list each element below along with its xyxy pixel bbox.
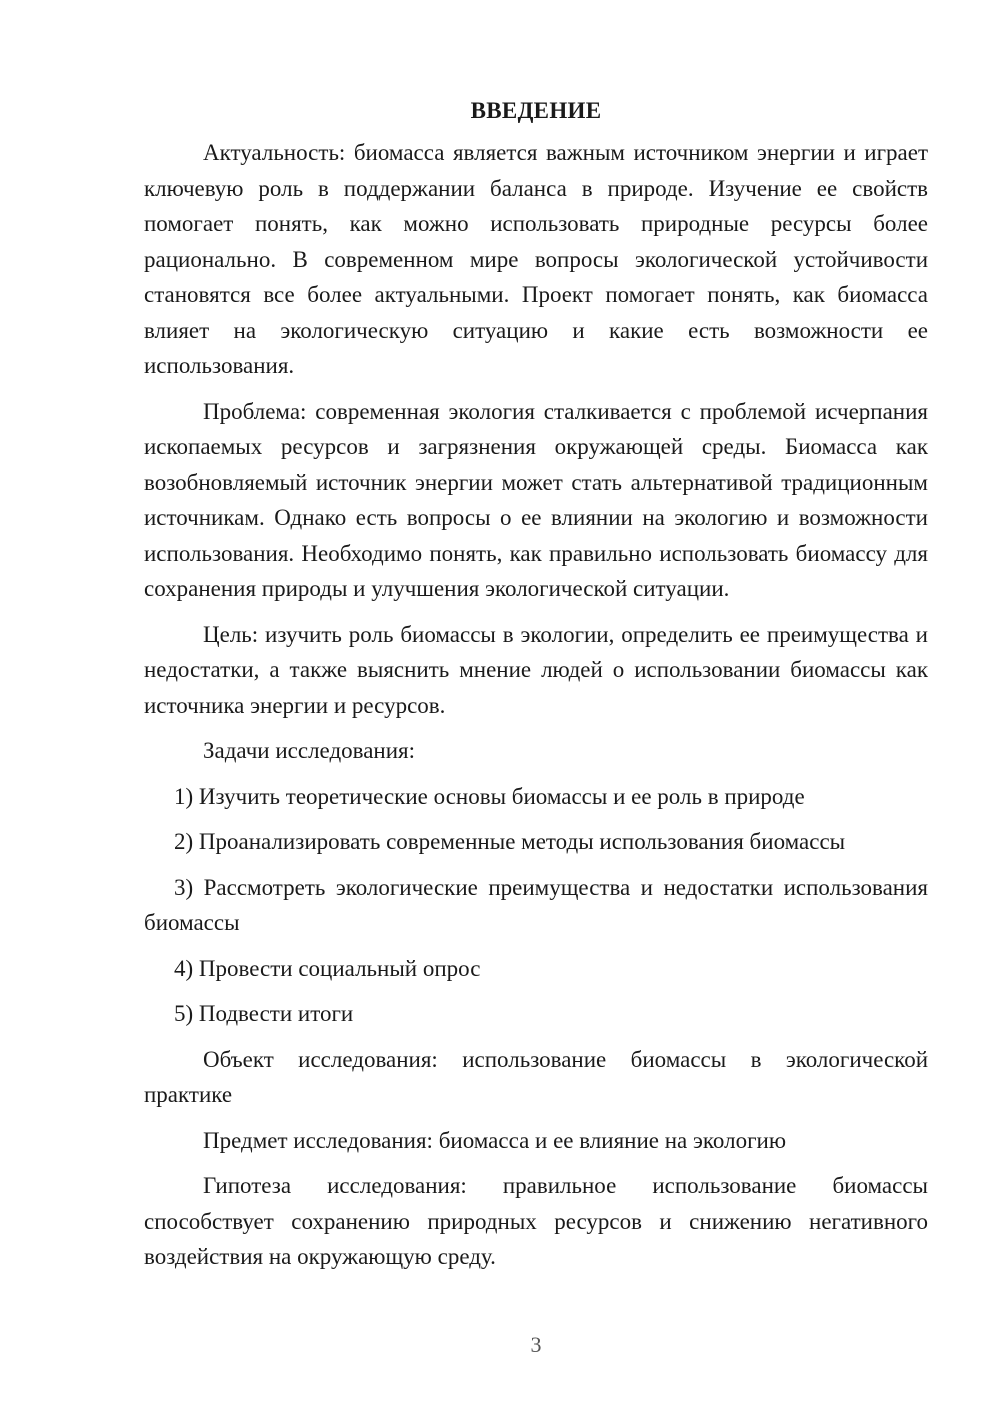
task-item-2: 2) Проанализировать современные методы использования биомассы	[174, 829, 846, 854]
task-item-4: 4) Провести социальный опрос	[174, 955, 481, 981]
tasks-heading: Задачи исследования:	[203, 738, 416, 763]
task-item-1: 1) Изучить теоретические основы биомассы и ее роль в природе	[174, 783, 805, 809]
relevance-paragraph: Актуальность: биомасса является важным источником энергии и играет ключевую роль в поддержании баланса в природе. Изучение ее свойств помогает понять, как можно использовать природные ресурсы более рационально. В современном мире вопросы экологической устойчивости становятся все более актуальными. Проект помогает понять, как биомасса влияет на экологическую ситуацию и какие есть возможности ее использования.	[144, 140, 928, 378]
subject-paragraph: Предмет исследования: биомасса и ее влияние на экологию	[203, 1127, 786, 1153]
document-body	[144, 95, 928, 1285]
task-item-3: 3) Рассмотреть экологические преимущества и недостатки использования биомассы	[144, 874, 928, 935]
object-paragraph: Объект исследования: использование биомассы в экологической практике	[144, 1046, 928, 1107]
hypothesis-paragraph: Гипотеза исследования: правильное использование биомассы способствует сохранению природных ресурсов и снижению негативного воздействия на окружающую среду.	[144, 1173, 928, 1269]
goal-paragraph: Цель: изучить роль биомассы в экологии, определить ее преимущества и недостатки, а также выяснить мнение людей о использовании биомассы как источника энергии и ресурсов.	[144, 621, 928, 718]
section-title: ВВЕДЕНИЕ	[470, 98, 602, 123]
task-item-5: 5) Подвести итоги	[174, 1001, 354, 1026]
problem-paragraph: Проблема: современная экология сталкивается с проблемой исчерпания ископаемых ресурсов и загрязнения окружающей среды. Биомасса как возобновляемый источник энергии может стать альтернативой традиционным источникам. Однако есть вопросы о ее влиянии на экологию и возможности использования. Необходимо понять, как правильно использовать биомассу для сохранения природы и улучшения экологической ситуации.	[144, 398, 928, 601]
page-number: 3	[530, 1332, 542, 1357]
